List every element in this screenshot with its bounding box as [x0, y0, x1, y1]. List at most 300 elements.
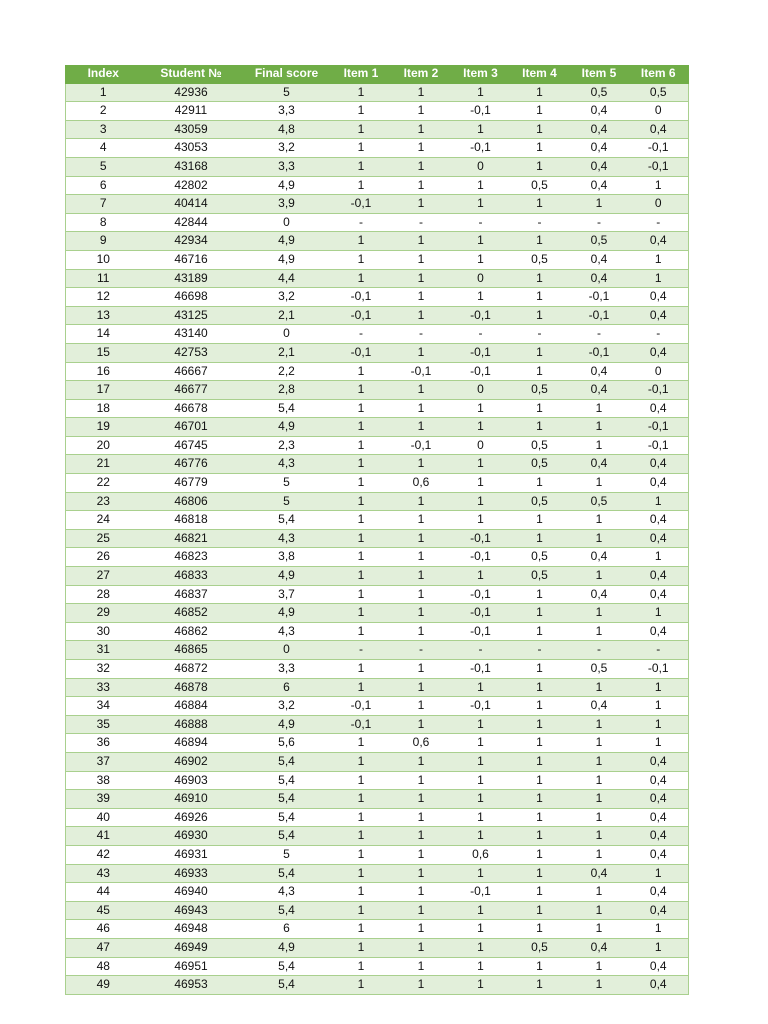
- cell-item-2[interactable]: 1: [391, 864, 452, 883]
- cell-item-3[interactable]: -0,1: [452, 697, 510, 716]
- cell-index[interactable]: 28: [66, 585, 141, 604]
- cell-item-1[interactable]: 1: [332, 957, 391, 976]
- cell-item-4[interactable]: 1: [510, 474, 570, 493]
- cell-index[interactable]: 19: [66, 418, 141, 437]
- cell-item-2[interactable]: 1: [391, 827, 452, 846]
- cell-item-2[interactable]: -0,1: [391, 362, 452, 381]
- cell-item-6[interactable]: 0,4: [629, 808, 689, 827]
- cell-student-number[interactable]: 46948: [141, 920, 242, 939]
- cell-item-3[interactable]: 1: [452, 752, 510, 771]
- cell-index[interactable]: 45: [66, 901, 141, 920]
- cell-item-6[interactable]: 1: [629, 176, 689, 195]
- cell-final-score[interactable]: 0: [242, 641, 332, 660]
- cell-student-number[interactable]: 46818: [141, 511, 242, 530]
- cell-item-2[interactable]: -: [391, 641, 452, 660]
- cell-item-1[interactable]: 1: [332, 139, 391, 158]
- cell-item-2[interactable]: 1: [391, 250, 452, 269]
- cell-item-5[interactable]: 1: [570, 474, 629, 493]
- cell-item-6[interactable]: -: [629, 213, 689, 232]
- cell-item-4[interactable]: 1: [510, 585, 570, 604]
- column-header-item-6[interactable]: Item 6: [629, 65, 689, 83]
- cell-item-2[interactable]: 1: [391, 920, 452, 939]
- cell-index[interactable]: 22: [66, 474, 141, 493]
- cell-final-score[interactable]: 4,9: [242, 938, 332, 957]
- cell-item-1[interactable]: -0,1: [332, 697, 391, 716]
- cell-item-4[interactable]: 1: [510, 622, 570, 641]
- cell-item-5[interactable]: 1: [570, 436, 629, 455]
- cell-item-3[interactable]: 1: [452, 288, 510, 307]
- cell-item-5[interactable]: 0,4: [570, 455, 629, 474]
- cell-final-score[interactable]: 5: [242, 492, 332, 511]
- cell-item-3[interactable]: -0,1: [452, 604, 510, 623]
- cell-item-2[interactable]: 1: [391, 883, 452, 902]
- cell-item-3[interactable]: 0: [452, 269, 510, 288]
- cell-index[interactable]: 33: [66, 678, 141, 697]
- cell-item-2[interactable]: -: [391, 213, 452, 232]
- cell-student-number[interactable]: 46667: [141, 362, 242, 381]
- cell-final-score[interactable]: 5,4: [242, 511, 332, 530]
- cell-index[interactable]: 49: [66, 976, 141, 995]
- cell-item-2[interactable]: 1: [391, 399, 452, 418]
- cell-item-6[interactable]: -0,1: [629, 381, 689, 400]
- cell-index[interactable]: 44: [66, 883, 141, 902]
- cell-item-6[interactable]: 0,4: [629, 901, 689, 920]
- cell-item-3[interactable]: 1: [452, 678, 510, 697]
- cell-final-score[interactable]: 5,6: [242, 734, 332, 753]
- cell-student-number[interactable]: 42936: [141, 83, 242, 102]
- cell-item-2[interactable]: 1: [391, 120, 452, 139]
- cell-student-number[interactable]: 46833: [141, 567, 242, 586]
- cell-item-4[interactable]: 1: [510, 232, 570, 251]
- cell-item-5[interactable]: -: [570, 641, 629, 660]
- cell-index[interactable]: 41: [66, 827, 141, 846]
- cell-item-3[interactable]: -0,1: [452, 102, 510, 121]
- cell-item-3[interactable]: -0,1: [452, 883, 510, 902]
- cell-item-2[interactable]: 1: [391, 511, 452, 530]
- cell-index[interactable]: 2: [66, 102, 141, 121]
- column-header-final-score[interactable]: Final score: [242, 65, 332, 83]
- cell-item-4[interactable]: 1: [510, 790, 570, 809]
- cell-final-score[interactable]: 6: [242, 920, 332, 939]
- cell-item-6[interactable]: 0,4: [629, 511, 689, 530]
- cell-student-number[interactable]: 46931: [141, 845, 242, 864]
- cell-final-score[interactable]: 6: [242, 678, 332, 697]
- cell-item-5[interactable]: 1: [570, 604, 629, 623]
- cell-item-5[interactable]: 1: [570, 734, 629, 753]
- cell-item-5[interactable]: 1: [570, 567, 629, 586]
- cell-item-5[interactable]: 0,5: [570, 660, 629, 679]
- cell-item-2[interactable]: 1: [391, 678, 452, 697]
- cell-item-4[interactable]: 1: [510, 529, 570, 548]
- cell-item-1[interactable]: -: [332, 213, 391, 232]
- cell-item-3[interactable]: 0: [452, 436, 510, 455]
- cell-item-6[interactable]: 0,4: [629, 752, 689, 771]
- cell-student-number[interactable]: 46943: [141, 901, 242, 920]
- cell-item-6[interactable]: 1: [629, 715, 689, 734]
- cell-final-score[interactable]: 5: [242, 83, 332, 102]
- cell-item-4[interactable]: 0,5: [510, 436, 570, 455]
- cell-item-2[interactable]: 1: [391, 938, 452, 957]
- cell-item-4[interactable]: 1: [510, 920, 570, 939]
- cell-student-number[interactable]: 46862: [141, 622, 242, 641]
- cell-item-2[interactable]: 1: [391, 269, 452, 288]
- cell-item-3[interactable]: 1: [452, 790, 510, 809]
- cell-item-2[interactable]: 1: [391, 790, 452, 809]
- cell-index[interactable]: 13: [66, 306, 141, 325]
- cell-final-score[interactable]: 5,4: [242, 752, 332, 771]
- cell-item-2[interactable]: 1: [391, 604, 452, 623]
- cell-final-score[interactable]: 3,8: [242, 548, 332, 567]
- cell-final-score[interactable]: 2,2: [242, 362, 332, 381]
- cell-item-4[interactable]: 0,5: [510, 492, 570, 511]
- cell-item-5[interactable]: -0,1: [570, 288, 629, 307]
- cell-item-6[interactable]: 0,4: [629, 585, 689, 604]
- cell-item-2[interactable]: 1: [391, 492, 452, 511]
- cell-student-number[interactable]: 46884: [141, 697, 242, 716]
- cell-item-1[interactable]: 1: [332, 883, 391, 902]
- cell-item-4[interactable]: 1: [510, 399, 570, 418]
- cell-item-3[interactable]: 1: [452, 864, 510, 883]
- cell-item-2[interactable]: 1: [391, 418, 452, 437]
- cell-item-1[interactable]: 1: [332, 660, 391, 679]
- cell-item-5[interactable]: 1: [570, 957, 629, 976]
- cell-item-5[interactable]: 1: [570, 399, 629, 418]
- cell-final-score[interactable]: 5,4: [242, 808, 332, 827]
- cell-item-4[interactable]: 1: [510, 678, 570, 697]
- cell-student-number[interactable]: 42911: [141, 102, 242, 121]
- cell-item-1[interactable]: -0,1: [332, 288, 391, 307]
- cell-item-5[interactable]: 0,4: [570, 269, 629, 288]
- cell-index[interactable]: 43: [66, 864, 141, 883]
- cell-item-2[interactable]: 1: [391, 83, 452, 102]
- cell-item-3[interactable]: -0,1: [452, 585, 510, 604]
- cell-item-4[interactable]: 1: [510, 734, 570, 753]
- cell-item-5[interactable]: 1: [570, 808, 629, 827]
- cell-item-3[interactable]: 1: [452, 976, 510, 995]
- cell-item-6[interactable]: 0,4: [629, 567, 689, 586]
- cell-item-5[interactable]: 1: [570, 678, 629, 697]
- cell-item-4[interactable]: 1: [510, 269, 570, 288]
- cell-index[interactable]: 47: [66, 938, 141, 957]
- cell-item-5[interactable]: 0,4: [570, 362, 629, 381]
- column-header-student-number[interactable]: Student №: [141, 65, 242, 83]
- cell-item-5[interactable]: 0,5: [570, 492, 629, 511]
- cell-item-6[interactable]: 0,4: [629, 883, 689, 902]
- cell-item-5[interactable]: 1: [570, 883, 629, 902]
- cell-item-4[interactable]: 1: [510, 957, 570, 976]
- cell-item-4[interactable]: 1: [510, 808, 570, 827]
- cell-item-1[interactable]: 1: [332, 678, 391, 697]
- cell-index[interactable]: 6: [66, 176, 141, 195]
- cell-item-1[interactable]: 1: [332, 771, 391, 790]
- cell-student-number[interactable]: 46888: [141, 715, 242, 734]
- cell-index[interactable]: 9: [66, 232, 141, 251]
- cell-item-5[interactable]: -: [570, 325, 629, 344]
- cell-item-6[interactable]: 1: [629, 697, 689, 716]
- cell-item-3[interactable]: -: [452, 641, 510, 660]
- cell-index[interactable]: 31: [66, 641, 141, 660]
- cell-final-score[interactable]: 4,4: [242, 269, 332, 288]
- cell-item-2[interactable]: 1: [391, 697, 452, 716]
- cell-item-6[interactable]: -0,1: [629, 660, 689, 679]
- cell-item-5[interactable]: 0,4: [570, 381, 629, 400]
- cell-item-1[interactable]: 1: [332, 622, 391, 641]
- cell-student-number[interactable]: 46837: [141, 585, 242, 604]
- cell-item-5[interactable]: 1: [570, 976, 629, 995]
- cell-student-number[interactable]: 46716: [141, 250, 242, 269]
- cell-index[interactable]: 16: [66, 362, 141, 381]
- cell-item-4[interactable]: 1: [510, 771, 570, 790]
- cell-item-4[interactable]: 1: [510, 604, 570, 623]
- cell-item-2[interactable]: 1: [391, 752, 452, 771]
- cell-item-4[interactable]: 1: [510, 697, 570, 716]
- cell-item-4[interactable]: 1: [510, 102, 570, 121]
- cell-item-3[interactable]: 1: [452, 418, 510, 437]
- cell-item-4[interactable]: 1: [510, 864, 570, 883]
- cell-item-4[interactable]: 1: [510, 418, 570, 437]
- cell-student-number[interactable]: 46698: [141, 288, 242, 307]
- cell-item-6[interactable]: -0,1: [629, 157, 689, 176]
- cell-item-3[interactable]: 1: [452, 957, 510, 976]
- cell-item-2[interactable]: 1: [391, 660, 452, 679]
- cell-item-5[interactable]: 1: [570, 715, 629, 734]
- cell-final-score[interactable]: 5,4: [242, 864, 332, 883]
- cell-student-number[interactable]: 46678: [141, 399, 242, 418]
- cell-item-5[interactable]: 0,4: [570, 938, 629, 957]
- cell-final-score[interactable]: 4,3: [242, 622, 332, 641]
- cell-item-1[interactable]: 1: [332, 83, 391, 102]
- cell-item-2[interactable]: -: [391, 325, 452, 344]
- cell-index[interactable]: 34: [66, 697, 141, 716]
- cell-student-number[interactable]: 46933: [141, 864, 242, 883]
- cell-final-score[interactable]: 4,8: [242, 120, 332, 139]
- cell-item-6[interactable]: 0,4: [629, 622, 689, 641]
- cell-item-4[interactable]: 1: [510, 752, 570, 771]
- cell-item-1[interactable]: 1: [332, 250, 391, 269]
- cell-item-3[interactable]: 1: [452, 195, 510, 214]
- cell-final-score[interactable]: 0: [242, 325, 332, 344]
- cell-item-1[interactable]: -0,1: [332, 195, 391, 214]
- cell-student-number[interactable]: 46865: [141, 641, 242, 660]
- cell-student-number[interactable]: 46894: [141, 734, 242, 753]
- cell-index[interactable]: 30: [66, 622, 141, 641]
- cell-item-5[interactable]: 0,4: [570, 176, 629, 195]
- column-header-index[interactable]: Index: [66, 65, 141, 83]
- cell-student-number[interactable]: 46926: [141, 808, 242, 827]
- cell-item-1[interactable]: -: [332, 641, 391, 660]
- cell-item-6[interactable]: -0,1: [629, 436, 689, 455]
- cell-item-1[interactable]: 1: [332, 474, 391, 493]
- column-header-item-1[interactable]: Item 1: [332, 65, 391, 83]
- cell-final-score[interactable]: 5,4: [242, 957, 332, 976]
- cell-item-5[interactable]: 1: [570, 920, 629, 939]
- cell-item-2[interactable]: 1: [391, 139, 452, 158]
- cell-index[interactable]: 21: [66, 455, 141, 474]
- cell-item-2[interactable]: 1: [391, 381, 452, 400]
- cell-item-3[interactable]: 1: [452, 455, 510, 474]
- cell-item-5[interactable]: 1: [570, 771, 629, 790]
- cell-item-3[interactable]: 1: [452, 901, 510, 920]
- cell-item-5[interactable]: 0,4: [570, 250, 629, 269]
- cell-item-3[interactable]: 1: [452, 808, 510, 827]
- cell-item-1[interactable]: 1: [332, 381, 391, 400]
- cell-item-3[interactable]: -0,1: [452, 139, 510, 158]
- cell-index[interactable]: 38: [66, 771, 141, 790]
- cell-student-number[interactable]: 43053: [141, 139, 242, 158]
- cell-item-1[interactable]: 1: [332, 269, 391, 288]
- cell-index[interactable]: 35: [66, 715, 141, 734]
- cell-item-6[interactable]: 1: [629, 604, 689, 623]
- cell-item-1[interactable]: 1: [332, 604, 391, 623]
- cell-item-6[interactable]: -: [629, 641, 689, 660]
- cell-item-3[interactable]: 1: [452, 511, 510, 530]
- cell-index[interactable]: 27: [66, 567, 141, 586]
- cell-item-1[interactable]: 1: [332, 455, 391, 474]
- cell-item-1[interactable]: 1: [332, 567, 391, 586]
- cell-item-1[interactable]: 1: [332, 864, 391, 883]
- cell-item-3[interactable]: 1: [452, 176, 510, 195]
- cell-item-3[interactable]: 1: [452, 250, 510, 269]
- cell-index[interactable]: 8: [66, 213, 141, 232]
- cell-item-6[interactable]: 0,4: [629, 343, 689, 362]
- cell-index[interactable]: 40: [66, 808, 141, 827]
- cell-item-5[interactable]: 1: [570, 529, 629, 548]
- cell-final-score[interactable]: 4,9: [242, 176, 332, 195]
- cell-item-3[interactable]: 1: [452, 827, 510, 846]
- cell-student-number[interactable]: 46852: [141, 604, 242, 623]
- cell-item-1[interactable]: 1: [332, 827, 391, 846]
- cell-item-3[interactable]: 0: [452, 157, 510, 176]
- cell-item-5[interactable]: 1: [570, 195, 629, 214]
- cell-final-score[interactable]: 5,4: [242, 399, 332, 418]
- cell-index[interactable]: 24: [66, 511, 141, 530]
- cell-index[interactable]: 39: [66, 790, 141, 809]
- cell-item-5[interactable]: 0,4: [570, 864, 629, 883]
- cell-student-number[interactable]: 42753: [141, 343, 242, 362]
- cell-item-3[interactable]: -0,1: [452, 362, 510, 381]
- cell-student-number[interactable]: 46872: [141, 660, 242, 679]
- cell-item-5[interactable]: 0,5: [570, 232, 629, 251]
- cell-student-number[interactable]: 46823: [141, 548, 242, 567]
- cell-student-number[interactable]: 46940: [141, 883, 242, 902]
- cell-item-1[interactable]: 1: [332, 232, 391, 251]
- cell-item-4[interactable]: 1: [510, 845, 570, 864]
- cell-item-6[interactable]: 1: [629, 492, 689, 511]
- column-header-item-3[interactable]: Item 3: [452, 65, 510, 83]
- cell-item-6[interactable]: 1: [629, 678, 689, 697]
- cell-item-4[interactable]: 0,5: [510, 455, 570, 474]
- cell-student-number[interactable]: 43168: [141, 157, 242, 176]
- cell-index[interactable]: 12: [66, 288, 141, 307]
- cell-item-3[interactable]: -0,1: [452, 548, 510, 567]
- cell-index[interactable]: 3: [66, 120, 141, 139]
- cell-final-score[interactable]: 3,2: [242, 288, 332, 307]
- cell-student-number[interactable]: 46779: [141, 474, 242, 493]
- column-header-item-5[interactable]: Item 5: [570, 65, 629, 83]
- cell-student-number[interactable]: 43189: [141, 269, 242, 288]
- cell-index[interactable]: 5: [66, 157, 141, 176]
- cell-item-2[interactable]: 1: [391, 976, 452, 995]
- cell-student-number[interactable]: 42802: [141, 176, 242, 195]
- cell-item-4[interactable]: 1: [510, 195, 570, 214]
- cell-final-score[interactable]: 3,7: [242, 585, 332, 604]
- cell-item-5[interactable]: 1: [570, 827, 629, 846]
- cell-student-number[interactable]: 46910: [141, 790, 242, 809]
- cell-student-number[interactable]: 46677: [141, 381, 242, 400]
- cell-final-score[interactable]: 2,1: [242, 306, 332, 325]
- cell-item-1[interactable]: -0,1: [332, 715, 391, 734]
- cell-final-score[interactable]: 4,3: [242, 529, 332, 548]
- cell-item-2[interactable]: 1: [391, 529, 452, 548]
- cell-item-2[interactable]: 1: [391, 808, 452, 827]
- cell-final-score[interactable]: 4,9: [242, 232, 332, 251]
- cell-student-number[interactable]: 46878: [141, 678, 242, 697]
- cell-item-6[interactable]: 0: [629, 362, 689, 381]
- cell-final-score[interactable]: 4,9: [242, 604, 332, 623]
- cell-student-number[interactable]: 46903: [141, 771, 242, 790]
- cell-final-score[interactable]: 2,3: [242, 436, 332, 455]
- cell-item-5[interactable]: 1: [570, 622, 629, 641]
- cell-item-6[interactable]: 0,4: [629, 957, 689, 976]
- cell-item-4[interactable]: 1: [510, 83, 570, 102]
- cell-final-score[interactable]: 3,9: [242, 195, 332, 214]
- cell-item-2[interactable]: 1: [391, 455, 452, 474]
- cell-index[interactable]: 42: [66, 845, 141, 864]
- cell-item-3[interactable]: 1: [452, 492, 510, 511]
- cell-item-6[interactable]: 0,4: [629, 232, 689, 251]
- cell-index[interactable]: 15: [66, 343, 141, 362]
- cell-index[interactable]: 18: [66, 399, 141, 418]
- cell-final-score[interactable]: 5: [242, 845, 332, 864]
- cell-item-1[interactable]: 1: [332, 920, 391, 939]
- cell-item-3[interactable]: 1: [452, 567, 510, 586]
- cell-item-2[interactable]: 1: [391, 622, 452, 641]
- cell-item-5[interactable]: -: [570, 213, 629, 232]
- cell-item-4[interactable]: 1: [510, 827, 570, 846]
- cell-student-number[interactable]: 46701: [141, 418, 242, 437]
- cell-final-score[interactable]: 4,9: [242, 418, 332, 437]
- cell-item-1[interactable]: 1: [332, 529, 391, 548]
- cell-index[interactable]: 11: [66, 269, 141, 288]
- cell-final-score[interactable]: 4,3: [242, 455, 332, 474]
- cell-item-4[interactable]: 1: [510, 139, 570, 158]
- cell-final-score[interactable]: 2,1: [242, 343, 332, 362]
- cell-item-1[interactable]: 1: [332, 845, 391, 864]
- cell-item-4[interactable]: 1: [510, 715, 570, 734]
- cell-item-6[interactable]: 0,4: [629, 827, 689, 846]
- cell-index[interactable]: 14: [66, 325, 141, 344]
- cell-student-number[interactable]: 40414: [141, 195, 242, 214]
- cell-student-number[interactable]: 42934: [141, 232, 242, 251]
- cell-item-1[interactable]: 1: [332, 492, 391, 511]
- cell-item-6[interactable]: 1: [629, 938, 689, 957]
- cell-item-1[interactable]: 1: [332, 901, 391, 920]
- cell-item-3[interactable]: 1: [452, 120, 510, 139]
- cell-item-4[interactable]: 1: [510, 976, 570, 995]
- cell-item-6[interactable]: 0,4: [629, 288, 689, 307]
- cell-item-3[interactable]: 1: [452, 771, 510, 790]
- cell-item-4[interactable]: 1: [510, 288, 570, 307]
- cell-index[interactable]: 1: [66, 83, 141, 102]
- cell-item-1[interactable]: 1: [332, 157, 391, 176]
- cell-item-6[interactable]: 1: [629, 548, 689, 567]
- cell-item-2[interactable]: 0,6: [391, 474, 452, 493]
- cell-item-4[interactable]: 1: [510, 157, 570, 176]
- cell-item-5[interactable]: 0,4: [570, 102, 629, 121]
- cell-item-1[interactable]: 1: [332, 752, 391, 771]
- cell-item-6[interactable]: 0,4: [629, 976, 689, 995]
- cell-item-3[interactable]: 1: [452, 474, 510, 493]
